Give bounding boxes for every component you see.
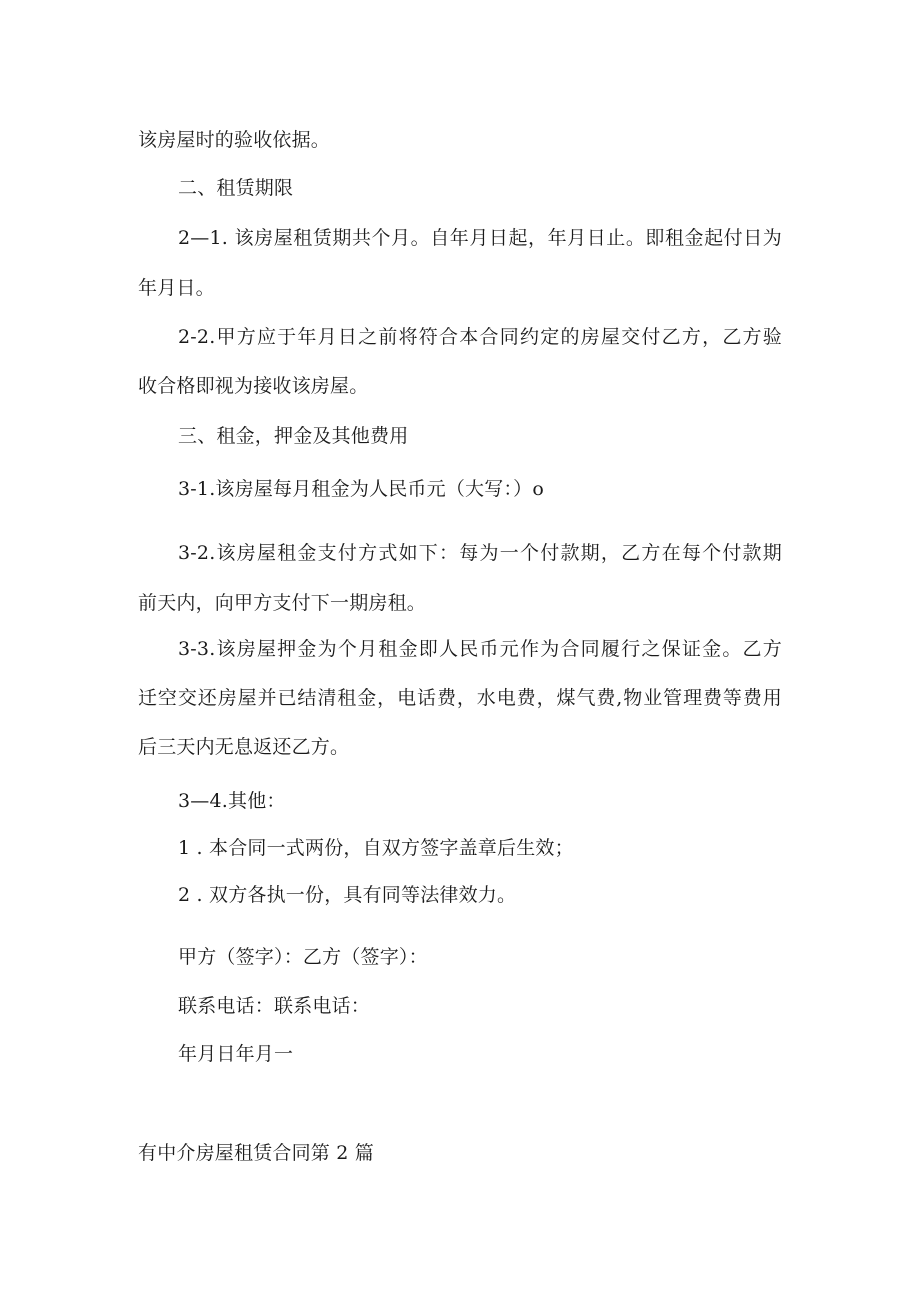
other-item-2: 2 . 双方各执一份，具有同等法律效力。: [178, 884, 517, 906]
clause-3-1: 3-1.该房屋每月租金为人民币元（大写：）o: [178, 478, 544, 500]
clause-2-1-line-1: 2—1. 该房屋租赁期共个月。自年月日起，年月日止。即租金起付日为: [178, 227, 782, 249]
date-line: 年月日年月一: [178, 1043, 294, 1065]
clause-3-3-line-1: 3-3.该房屋押金为个月租金即人民币元作为合同履行之保证金。乙方: [178, 638, 782, 660]
contact-phone-line: 联系电话：联系电话：: [178, 995, 371, 1017]
signature-line: 甲方（签字）：乙方（签字）：: [178, 946, 428, 968]
clause-2-1-line-2: 年月日。: [138, 277, 215, 299]
clause-2-2-line-2: 收合格即视为接收该房屋。: [138, 375, 369, 397]
section-heading-rent-deposit: 三、租金，押金及其他费用: [178, 425, 409, 447]
clause-3-2-line-1: 3-2.该房屋租金支付方式如下：每为一个付款期，乙方在每个付款期: [178, 542, 782, 564]
clause-3-4: 3—4.其他：: [178, 790, 286, 812]
next-contract-title: 有中介房屋租赁合同第 2 篇: [138, 1142, 374, 1164]
clause-3-3-line-2: 迁空交还房屋并已结清租金，电话费，水电费，煤气费,物业管理费等费用: [138, 687, 782, 709]
clause-2-2-line-1: 2-2.甲方应于年月日之前将符合本合同约定的房屋交付乙方，乙方验: [178, 326, 782, 348]
section-heading-lease-term: 二、租赁期限: [178, 177, 294, 199]
clause-3-2-line-2: 前天内，向甲方支付下一期房租。: [138, 592, 427, 614]
other-item-1: 1 . 本合同一式两份，自双方签字盖章后生效；: [178, 837, 574, 859]
clause-3-3-line-3: 后三天内无息返还乙方。: [138, 736, 350, 758]
paragraph-line: 该房屋时的验收依据。: [138, 129, 331, 151]
